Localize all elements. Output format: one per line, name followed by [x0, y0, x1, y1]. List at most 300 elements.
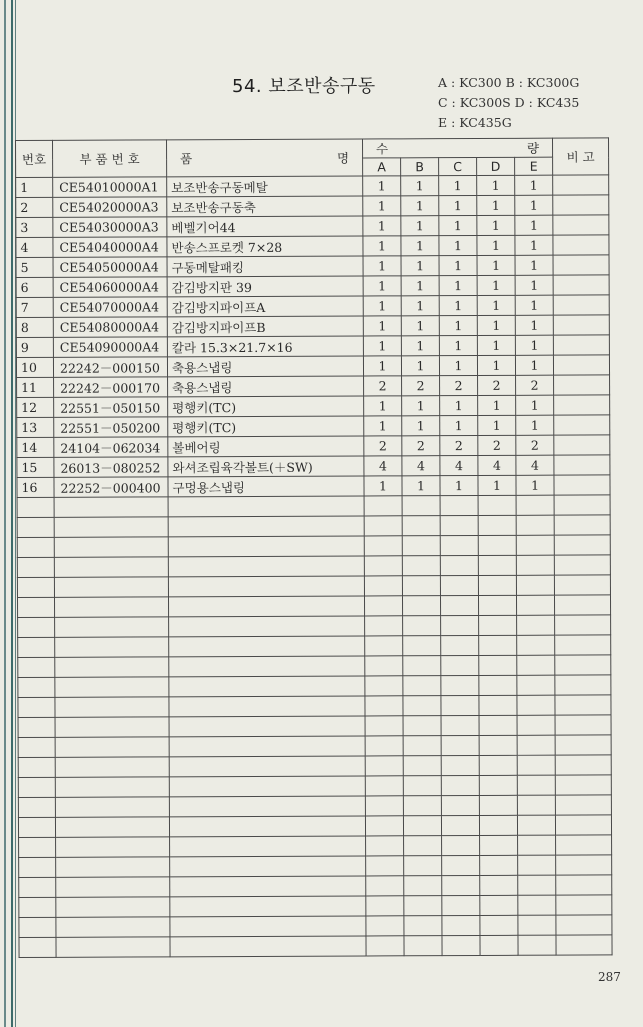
- empty-cell: [556, 855, 612, 875]
- empty-cell: [17, 517, 54, 537]
- header-no: 번호: [16, 140, 53, 177]
- empty-cell: [169, 816, 365, 837]
- part-number: CE54090000A4: [53, 337, 167, 357]
- part-number: 22242－000170: [54, 377, 168, 397]
- part-number: 22551－050200: [54, 417, 168, 437]
- quantity-cell: 2: [478, 375, 516, 395]
- empty-cell: [518, 855, 556, 875]
- table-row: [16, 235, 609, 258]
- table-row: [17, 475, 610, 498]
- empty-cell: [441, 715, 479, 735]
- remarks-cell: [553, 235, 609, 255]
- table-row: [18, 755, 611, 778]
- row-number: 14: [17, 437, 54, 457]
- empty-cell: [18, 637, 55, 657]
- empty-cell: [56, 897, 170, 917]
- empty-cell: [478, 495, 516, 515]
- quantity-cell: 1: [477, 175, 515, 195]
- table-row: [18, 675, 611, 698]
- empty-cell: [402, 576, 440, 596]
- quantity-cell: 1: [478, 475, 516, 495]
- quantity-cell: 1: [364, 396, 402, 416]
- empty-cell: [55, 817, 169, 837]
- quantity-cell: 1: [439, 275, 477, 295]
- table-row: [16, 355, 609, 378]
- remarks-cell: [553, 175, 609, 195]
- binding-line: [11, 0, 13, 1027]
- empty-cell: [442, 915, 480, 935]
- empty-cell: [169, 676, 365, 697]
- empty-cell: [19, 877, 56, 897]
- quantity-cell: 1: [401, 336, 439, 356]
- empty-cell: [366, 836, 404, 856]
- table-row: [19, 835, 612, 858]
- row-number: 11: [17, 377, 54, 397]
- empty-cell: [169, 716, 365, 737]
- empty-cell: [18, 777, 55, 797]
- empty-cell: [554, 575, 610, 595]
- empty-cell: [441, 815, 479, 835]
- empty-cell: [441, 775, 479, 795]
- quantity-cell: 1: [439, 335, 477, 355]
- empty-cell: [19, 857, 56, 877]
- table-row: [19, 935, 612, 958]
- model-legend-line: C : KC300S D : KC435: [438, 95, 580, 110]
- quantity-cell: 1: [439, 215, 477, 235]
- empty-cell: [555, 695, 611, 715]
- part-number: 24104－062034: [54, 437, 168, 457]
- empty-cell: [55, 717, 169, 737]
- empty-cell: [516, 575, 554, 595]
- empty-cell: [403, 716, 441, 736]
- quantity-cell: 1: [363, 216, 401, 236]
- empty-cell: [517, 695, 555, 715]
- quantity-cell: 4: [402, 456, 440, 476]
- quantity-cell: 1: [515, 335, 553, 355]
- empty-cell: [55, 677, 169, 697]
- quantity-cell: 1: [363, 316, 401, 336]
- empty-cell: [517, 675, 555, 695]
- empty-cell: [55, 797, 169, 817]
- model-legend: [438, 73, 579, 133]
- empty-cell: [555, 795, 611, 815]
- quantity-cell: 1: [477, 335, 515, 355]
- quantity-cell: 1: [477, 215, 515, 235]
- empty-cell: [517, 755, 555, 775]
- empty-cell: [479, 735, 517, 755]
- empty-cell: [403, 656, 441, 676]
- quantity-cell: 1: [363, 256, 401, 276]
- empty-cell: [365, 756, 403, 776]
- quantity-cell: 2: [440, 435, 478, 455]
- empty-cell: [403, 796, 441, 816]
- empty-cell: [18, 697, 55, 717]
- empty-cell: [516, 595, 554, 615]
- empty-cell: [554, 555, 610, 575]
- quantity-cell: 1: [363, 296, 401, 316]
- quantity-cell: 1: [401, 216, 439, 236]
- part-number: CE54040000A4: [53, 237, 167, 257]
- table-row: [17, 575, 610, 598]
- row-number: 12: [17, 397, 54, 417]
- empty-cell: [18, 757, 55, 777]
- remarks-cell: [553, 195, 609, 215]
- empty-cell: [402, 516, 440, 536]
- empty-cell: [554, 515, 610, 535]
- header-remarks: 비 고: [553, 138, 609, 175]
- empty-cell: [55, 657, 169, 677]
- empty-cell: [56, 917, 170, 937]
- part-name: 평행키(TC): [168, 416, 364, 437]
- header-part-name-right: 명: [336, 150, 350, 166]
- quantity-cell: 1: [364, 416, 402, 436]
- empty-cell: [403, 676, 441, 696]
- part-name: 보조반송구동메탈: [167, 176, 363, 197]
- table-row: [17, 395, 610, 418]
- empty-cell: [478, 595, 516, 615]
- empty-cell: [479, 775, 517, 795]
- table-row: [18, 715, 611, 738]
- empty-cell: [441, 755, 479, 775]
- empty-cell: [55, 637, 169, 657]
- quantity-cell: 1: [439, 255, 477, 275]
- empty-cell: [517, 735, 555, 755]
- empty-cell: [56, 837, 170, 857]
- empty-cell: [366, 896, 404, 916]
- empty-cell: [168, 496, 364, 517]
- part-number: CE54010000A1: [53, 177, 167, 197]
- empty-cell: [364, 516, 402, 536]
- empty-cell: [478, 575, 516, 595]
- quantity-cell: 1: [439, 355, 477, 375]
- empty-cell: [404, 856, 442, 876]
- empty-cell: [479, 695, 517, 715]
- empty-cell: [364, 536, 402, 556]
- empty-cell: [56, 857, 170, 877]
- quantity-cell: 1: [439, 295, 477, 315]
- empty-cell: [403, 616, 441, 636]
- part-name: 반송스프로켓 7×28: [167, 236, 363, 257]
- empty-cell: [442, 935, 480, 955]
- empty-cell: [441, 735, 479, 755]
- empty-cell: [480, 915, 518, 935]
- table-row: [18, 695, 611, 718]
- quantity-cell: 1: [363, 336, 401, 356]
- empty-cell: [555, 715, 611, 735]
- empty-cell: [478, 555, 516, 575]
- empty-cell: [366, 876, 404, 896]
- empty-cell: [170, 856, 366, 877]
- quantity-cell: 1: [401, 236, 439, 256]
- empty-cell: [54, 577, 168, 597]
- empty-cell: [170, 836, 366, 857]
- row-number: 1: [16, 177, 53, 197]
- empty-cell: [402, 536, 440, 556]
- empty-cell: [168, 536, 364, 557]
- header-quantity-left: 수: [376, 141, 389, 157]
- part-name: 와셔조립육각볼트(＋SW): [168, 456, 364, 477]
- empty-cell: [54, 557, 168, 577]
- header-quantity-right: 량: [526, 140, 540, 156]
- quantity-cell: 1: [515, 315, 553, 335]
- model-legend-line: E : KC435G: [438, 115, 512, 130]
- empty-cell: [555, 655, 611, 675]
- quantity-cell: 1: [363, 176, 401, 196]
- table-row: [16, 275, 609, 298]
- empty-cell: [442, 855, 480, 875]
- empty-cell: [54, 497, 168, 517]
- header-quantity: [362, 138, 552, 158]
- empty-cell: [556, 875, 612, 895]
- empty-cell: [556, 835, 612, 855]
- table-row: [17, 535, 610, 558]
- empty-cell: [478, 515, 516, 535]
- empty-cell: [479, 815, 517, 835]
- empty-cell: [517, 655, 555, 675]
- empty-cell: [479, 675, 517, 695]
- empty-cell: [441, 635, 479, 655]
- quantity-cell: 1: [515, 255, 553, 275]
- empty-cell: [365, 636, 403, 656]
- row-number: 2: [16, 197, 53, 217]
- table-row: [18, 615, 611, 638]
- empty-cell: [170, 896, 366, 917]
- quantity-cell: 1: [401, 276, 439, 296]
- table-row: [16, 295, 609, 318]
- quantity-cell: 1: [401, 356, 439, 376]
- part-number: CE54080000A4: [53, 317, 167, 337]
- empty-cell: [555, 595, 611, 615]
- empty-cell: [555, 615, 611, 635]
- quantity-cell: 1: [439, 195, 477, 215]
- quantity-cell: 1: [401, 256, 439, 276]
- table-row: [19, 875, 612, 898]
- empty-cell: [365, 716, 403, 736]
- part-name: 베벨기어44: [167, 216, 363, 237]
- empty-cell: [556, 895, 612, 915]
- table-row: [17, 415, 610, 438]
- remarks-cell: [553, 315, 609, 335]
- quantity-cell: 4: [478, 455, 516, 475]
- quantity-cell: 1: [440, 415, 478, 435]
- remarks-cell: [553, 335, 609, 355]
- row-number: 10: [16, 357, 53, 377]
- empty-cell: [404, 836, 442, 856]
- table-row: [16, 315, 609, 338]
- part-name: 칼라 15.3×21.7×16: [167, 336, 363, 357]
- quantity-cell: 1: [478, 395, 516, 415]
- empty-cell: [18, 617, 55, 637]
- table-row: [18, 655, 611, 678]
- table-row: [17, 595, 610, 618]
- quantity-cell: 1: [515, 355, 553, 375]
- empty-cell: [18, 797, 55, 817]
- empty-cell: [554, 495, 610, 515]
- empty-cell: [54, 537, 168, 557]
- quantity-cell: 1: [363, 356, 401, 376]
- row-number: 16: [17, 477, 54, 497]
- quantity-cell: 2: [516, 375, 554, 395]
- quantity-cell: 2: [478, 435, 516, 455]
- part-name: 감김방지파이프A: [167, 296, 363, 317]
- quantity-cell: 1: [516, 415, 554, 435]
- part-number: 22551－050150: [54, 397, 168, 417]
- empty-cell: [518, 895, 556, 915]
- empty-cell: [555, 675, 611, 695]
- empty-cell: [168, 516, 364, 537]
- empty-cell: [402, 556, 440, 576]
- quantity-cell: 1: [363, 276, 401, 296]
- empty-cell: [440, 495, 478, 515]
- remarks-cell: [554, 375, 610, 395]
- table-row: [17, 515, 610, 538]
- section-title: 54. 보조반송구동: [232, 76, 376, 97]
- empty-cell: [517, 615, 555, 635]
- quantity-cell: 1: [515, 235, 553, 255]
- empty-cell: [403, 636, 441, 656]
- empty-cell: [479, 795, 517, 815]
- empty-cell: [18, 677, 55, 697]
- quantity-cell: 1: [439, 175, 477, 195]
- part-number: 26013－080252: [54, 457, 168, 477]
- header-qty-d: D: [477, 157, 515, 175]
- empty-cell: [169, 756, 365, 777]
- binding-line: [4, 0, 6, 1027]
- header-part-number: 부 품 번 호: [53, 140, 167, 177]
- part-name: 축용스냅링: [168, 376, 364, 397]
- part-name: 볼베어링: [168, 436, 364, 457]
- empty-cell: [169, 796, 365, 817]
- remarks-cell: [554, 475, 610, 495]
- part-number: CE54070000A4: [53, 297, 167, 317]
- empty-cell: [442, 835, 480, 855]
- quantity-cell: 1: [402, 476, 440, 496]
- empty-cell: [17, 557, 54, 577]
- empty-cell: [55, 757, 169, 777]
- empty-cell: [480, 835, 518, 855]
- table-row: [18, 635, 611, 658]
- table-row: [17, 555, 610, 578]
- empty-cell: [170, 916, 366, 937]
- quantity-cell: 1: [515, 295, 553, 315]
- empty-cell: [55, 697, 169, 717]
- empty-cell: [518, 935, 556, 955]
- table-row: [16, 195, 609, 218]
- quantity-cell: 1: [477, 295, 515, 315]
- quantity-cell: 1: [515, 195, 553, 215]
- parts-table-container: [15, 140, 611, 976]
- empty-cell: [441, 795, 479, 815]
- table-body: [16, 175, 612, 958]
- row-number: 8: [16, 317, 53, 337]
- row-number: 7: [16, 297, 53, 317]
- empty-cell: [19, 917, 56, 937]
- quantity-cell: 1: [477, 275, 515, 295]
- empty-cell: [554, 535, 610, 555]
- empty-cell: [480, 855, 518, 875]
- quantity-cell: 1: [515, 175, 553, 195]
- empty-cell: [17, 577, 54, 597]
- empty-cell: [479, 615, 517, 635]
- empty-cell: [17, 597, 54, 617]
- quantity-cell: 1: [401, 196, 439, 216]
- empty-cell: [518, 915, 556, 935]
- empty-cell: [403, 816, 441, 836]
- empty-cell: [442, 875, 480, 895]
- empty-cell: [54, 597, 168, 617]
- empty-cell: [18, 737, 55, 757]
- empty-cell: [169, 736, 365, 757]
- part-name: 평행키(TC): [168, 396, 364, 417]
- quantity-cell: 1: [439, 315, 477, 335]
- remarks-cell: [553, 295, 609, 315]
- part-name: 보조반송구동축: [167, 196, 363, 217]
- empty-cell: [168, 596, 364, 617]
- empty-cell: [441, 655, 479, 675]
- header-qty-c: C: [439, 157, 477, 175]
- empty-cell: [56, 937, 170, 957]
- empty-cell: [366, 936, 404, 956]
- empty-cell: [517, 795, 555, 815]
- table-row: [18, 795, 611, 818]
- quantity-cell: 1: [516, 395, 554, 415]
- table-row: [19, 855, 612, 878]
- table-row: [16, 255, 609, 278]
- empty-cell: [18, 817, 55, 837]
- empty-cell: [170, 876, 366, 897]
- empty-cell: [516, 515, 554, 535]
- quantity-cell: 1: [402, 416, 440, 436]
- empty-cell: [402, 596, 440, 616]
- quantity-cell: 2: [364, 436, 402, 456]
- empty-cell: [440, 535, 478, 555]
- table-row: [17, 435, 610, 458]
- empty-cell: [19, 937, 56, 957]
- empty-cell: [365, 776, 403, 796]
- empty-cell: [365, 796, 403, 816]
- quantity-cell: 1: [477, 315, 515, 335]
- remarks-cell: [554, 455, 610, 475]
- part-number: 22252－000400: [54, 477, 168, 497]
- empty-cell: [55, 777, 169, 797]
- quantity-cell: 1: [440, 395, 478, 415]
- empty-cell: [516, 495, 554, 515]
- quantity-cell: 1: [440, 475, 478, 495]
- empty-cell: [18, 717, 55, 737]
- row-number: 13: [17, 417, 54, 437]
- empty-cell: [440, 575, 478, 595]
- empty-cell: [556, 815, 612, 835]
- quantity-cell: 1: [402, 396, 440, 416]
- empty-cell: [478, 535, 516, 555]
- empty-cell: [19, 897, 56, 917]
- empty-cell: [19, 837, 56, 857]
- remarks-cell: [553, 275, 609, 295]
- empty-cell: [404, 896, 442, 916]
- empty-cell: [403, 756, 441, 776]
- part-name: 구멍용스냅링: [168, 476, 364, 497]
- empty-cell: [56, 877, 170, 897]
- row-number: 5: [16, 257, 53, 277]
- quantity-cell: 2: [516, 435, 554, 455]
- empty-cell: [517, 775, 555, 795]
- empty-cell: [479, 655, 517, 675]
- empty-cell: [169, 656, 365, 677]
- quantity-cell: 1: [515, 215, 553, 235]
- empty-cell: [556, 915, 612, 935]
- empty-cell: [404, 936, 442, 956]
- empty-cell: [365, 696, 403, 716]
